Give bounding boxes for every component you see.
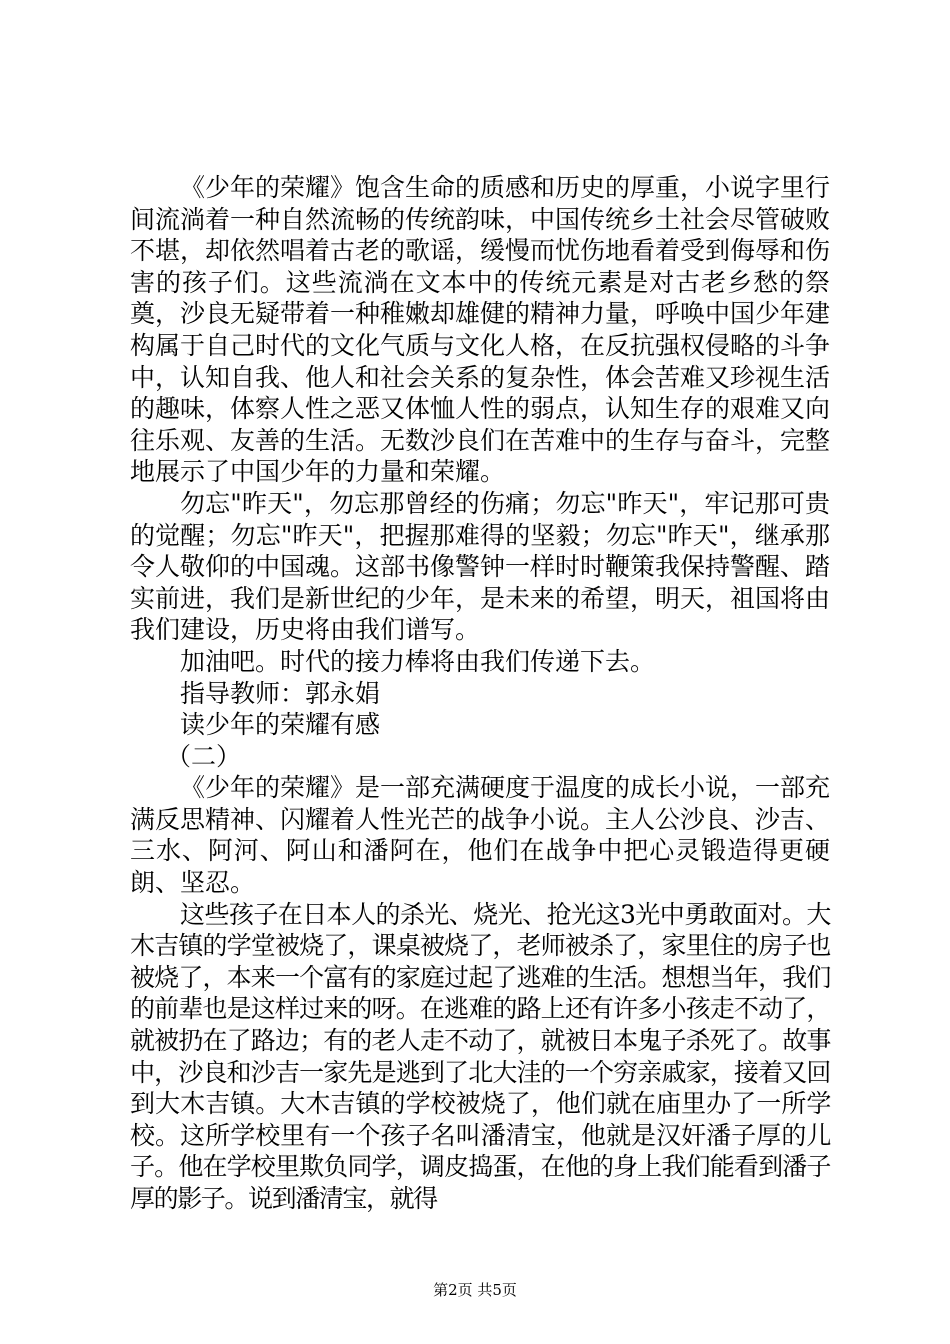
paragraph-novel-intro: 《少年的荣耀》是一部充满硬度于温度的成长小说，一部充满反思精神、闪耀着人性光芒的战争小说。主人公沙良、沙吉、三水、阿河、阿山和潘阿在，他们在战争中把心灵锻造得更硬朗、坚忍。 <box>130 773 831 898</box>
teacher-credit: 指导教师：郭永娟 <box>180 678 381 708</box>
section-number: （二） <box>166 741 242 771</box>
paragraph-review-summary: 《少年的荣耀》饱含生命的质感和历史的厚重，小说字里行间流淌着一种自然流畅的传统韵味，中国传统乡土社会尽管破败不堪，却依然唱着古老的歌谣，缓慢而忧伤地看着受到侮辱和伤害的孩子们。这些流淌在文本中的传统元素是对古老乡愁的祭奠，沙良无疑带着一种稚嫩却雄健的精神力量，呼唤中国少年建构属于自己时代的文化气质与文化人格，在反抗强权侵略的斗争中，认知自我、他人和社会关系的复杂性，体会苦难又珍视生活的趣味，体察人性之恶又体恤人性的弱点，认知生存的艰难又向往乐观、友善的生活。无数沙良们在苦难中的生存与奋斗，完整地展示了中国少年的力量和荣耀。 <box>130 173 831 487</box>
paragraph-encouragement: 加油吧。时代的接力棒将由我们传递下去。 <box>180 646 656 676</box>
body-text <box>130 172 830 1215</box>
paragraph-story-detail: 这些孩子在日本人的杀光、烧光、抢光这3光中勇敢面对。大木吉镇的学堂被烧了，课桌被烧了，老师被杀了，家里住的房子也被烧了，本来一个富有的家庭过起了逃难的生活。想想当年，我们的前辈也是这样过来的呀。在逃难的路上还有许多小孩走不动了，就被扔在了路边；有的老人走不动了，就被日本鬼子杀死了。故事中，沙良和沙吉一家先是逃到了北大洼的一个穷亲戚家，接着又回到大木吉镇。大木吉镇的学校被烧了，他们就在庙里办了一所学校。这所学校里有一个孩子名叫潘清宝，他就是汉奸潘子厚的儿子。他在学校里欺负同学，调皮捣蛋，在他的身上我们能看到潘子厚的影子。说到潘清宝，就得 <box>130 899 830 1213</box>
paragraph-remember-yesterday: 勿忘"昨天"，勿忘那曾经的伤痛；勿忘"昨天"，牢记那可贵的觉醒；勿忘"昨天"，把握那难得的坚毅；勿忘"昨天"，继承那令人敬仰的中国魂。这部书像警钟一样时时鞭策我保持警醒、踏实前进，我们是新世纪的少年，是未来的希望，明天，祖国将由我们建设，历史将由我们谱写。 <box>130 488 831 645</box>
essay-title: 读少年的荣耀有感 <box>180 710 381 740</box>
page-footer: 第2页 共5页 <box>433 1281 517 1299</box>
